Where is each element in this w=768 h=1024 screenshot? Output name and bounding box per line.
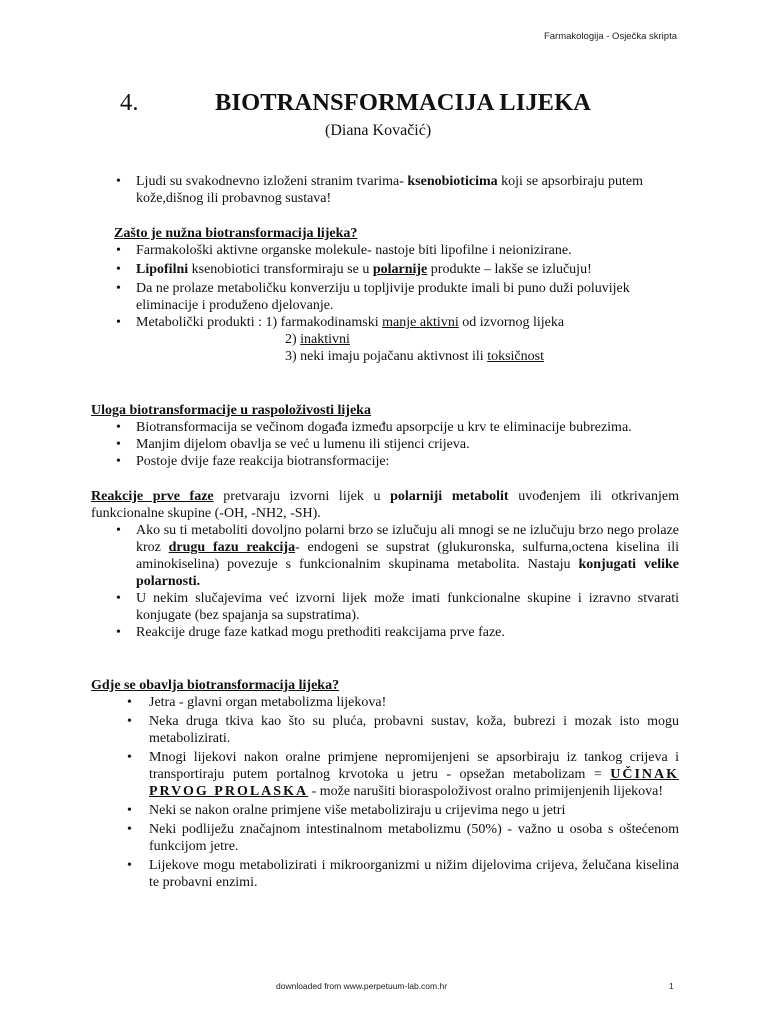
text-run: Ljudi su svakodnevno izloženi stranim tvarima- [136,174,408,189]
chapter-number: 4. [120,89,139,116]
list-item [91,749,679,800]
bold-term: ksenobioticima [407,174,498,189]
text-run: od izvornog lijeka [458,315,565,330]
continuation-line [91,331,679,348]
section-heading: Gdje se obavlja biotransformacija lijeka? [91,678,340,693]
bold-term: Lipofilni [136,262,189,277]
list-item: • U nekim slučajevima već izvorni lijek može imati funkcionalne skupine i izravno stvarati konjugate (bez spajanja sa supstratima). [91,590,679,624]
text-run: - može narušiti bioraspoloživost oralno primijenjenih lijekova! [308,784,664,799]
list-item: • Postoje dvije faze reakcija biotransformacije: [91,453,679,470]
text-run: Ako su ti metaboliti dovoljno polarni brzo se izlučuju ali mnogi se ne izlučuju brzo nego prolaze kroz [136,523,679,555]
page-number: 1 [669,981,674,991]
list-item: • Reakcije druge faze katkad mogu prethoditi reakcijama prve faze. [91,624,679,641]
list-item: • Neki podliježu značajnom intestinalnom metabolizmu (50%) - važno u osoba s oštećenom funkcijom jetre. [91,821,679,855]
text-run: ksenobiotici transformiraju se u [188,262,373,277]
text-run: 3) neki imaju pojačanu aktivnost ili [285,349,488,364]
running-header: Farmakologija - Osječka skripta [543,31,677,42]
list-item [91,173,679,207]
list-item: • Manjim dijelom obavlja se već u lumenu ili stijenci crijeva. [91,436,679,453]
list-item [91,314,679,331]
bold-underlined-term: polarnije [372,262,428,277]
bold-term: polarniji metabolit [390,489,509,504]
list-item: • Neki se nakon oralne primjene više metaboliziraju u crijevima nego u jetri [91,802,679,819]
author-line: (Diana Kovačić) [325,122,432,139]
list-item: • Neka druga tkiva kao što su pluća, probavni sustav, koža, bubrezi i mozak isto mogu metabolizirati. [91,713,679,747]
chapter-title: BIOTRANSFORMACIJA LIJEKA [215,89,592,116]
section-list [91,522,679,641]
section-heading: Uloga biotransformacije u raspoloživosti lijeka [91,403,371,418]
paragraph [91,488,679,522]
source-text: downloaded from www.perpetuum-lab.com.hr [276,981,448,991]
list-item [91,261,679,278]
section-list [91,419,679,470]
text-run: - endogeni se supstrat (glukuronska, sulfurna,octena kiselina ili aminokiselina) povezuje s funkcionalnim skupinama metabolita. Nastaju [136,540,679,572]
text-run: 2) [285,332,301,347]
bold-underlined-term: UČINAK PRVOG PROLASKA [149,767,679,799]
section-heading: Zašto je nužna biotransformacija lijeka? [114,226,358,241]
bold-underlined-term: drugu fazu reakcija [168,540,296,555]
intro-list [91,173,679,207]
underlined-term: manje aktivni [382,315,459,330]
text-run: koji se apsorbiraju putem kože,dišnog ili probavnog sustava! [136,174,644,206]
list-item: • Farmakološki aktivne organske molekule- nastoje biti lipofilne i neionizirane. [91,242,679,259]
underlined-term: inaktivni [300,332,350,347]
page-title [120,89,591,117]
text-run: pretvaraju izvorni lijek u [213,489,391,504]
bold-term: konjugati velike polarnosti. [136,557,679,589]
underlined-term: toksičnost [487,349,544,364]
section-list [91,694,679,891]
text-run: produkte – lakše se izlučuju! [427,262,592,277]
list-item: • Biotransformacija se večinom događa između apsorpcije u krv te eliminacije bubrezima. [91,419,679,436]
list-item: • Jetra - glavni organ metabolizma lijekova! [91,694,679,711]
text-run: uvođenjem ili otkrivanjem funkcionalne skupine (-OH, -NH2, -SH). [91,489,679,521]
document-body [91,170,679,891]
text-run: Mnogi lijekovi nakon oralne primjene nepromijenjeni se apsorbiraju iz tankog crijeva i transportiraju putem portalnog krvotoka u jetru - opsežan metabolizam = [149,750,679,782]
list-item: • Da ne prolaze metaboličku konverziju u topljivije produkte imali bi puno duži poluvijek eliminacije i produženo djelovanje. [91,280,679,314]
text-run: Metabolički produkti : 1) farmakodinamski [136,315,383,330]
bold-underlined-term: Reakcije prve faze [91,489,214,504]
list-item: • Lijekove mogu metabolizirati i mikroorganizmi u nižim dijelovima crijeva, želučana kiselina te probavni enzimi. [91,857,679,891]
continuation-line [91,348,679,365]
section-list [91,242,679,331]
list-item [91,522,679,590]
